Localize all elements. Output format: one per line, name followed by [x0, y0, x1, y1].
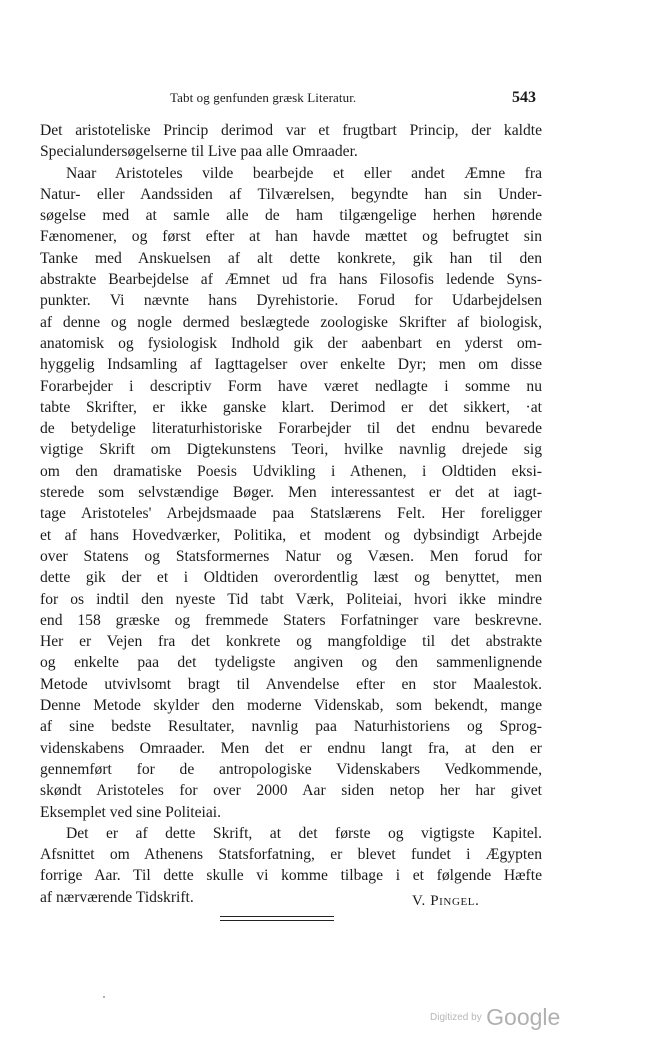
running-header-title: Tabt og genfunden græsk Literatur.	[170, 90, 357, 105]
text-line: Natur- eller Aandssiden af Tilværelsen, begyndte han sin Under-	[40, 185, 542, 203]
text-line: end 158 græske og fremmede Staters Forfatninger vare beskrevne.	[40, 611, 542, 629]
text-line: og enkelte paa det tydeligste angiven og den sammenlignende	[40, 654, 542, 672]
page-number: 543	[512, 89, 536, 106]
text-line: af sine bedste Resultater, navnlig paa Naturhistoriens og Sprog-	[40, 718, 542, 736]
text-line: dette gik der et i Oldtiden overordentlig læst og benyttet, men	[40, 569, 542, 587]
text-line: Forarbejder i descriptiv Form have været nedlagte i somme nu	[40, 377, 542, 395]
digitization-watermark	[430, 1004, 560, 1031]
section-divider	[220, 916, 334, 917]
text-line: tabte Skrifter, er ikke ganske klart. Derimod er det sikkert, ·at	[40, 398, 542, 416]
text-line: Metode utvivlsomt bragt til Anvendelse efter en stor Maalestok.	[40, 675, 542, 693]
text-line: anatomisk og fysiologisk Indhold gik der aabenbart en yderst om-	[40, 334, 542, 352]
text-line: Her er Vejen fra det konkrete og mangfoldige til det abstrakte	[40, 633, 542, 651]
text-line: abstrakte Bearbejdelse af Æmnet ud fra hans Filosofis ledende Syns-	[40, 271, 542, 289]
text-line: Det aristoteliske Princip derimod var et frugtbart Princip, der kaldte	[40, 122, 542, 139]
text-line: over Statens og Statsformernes Natur og Væsen. Men forud for	[40, 547, 542, 565]
text-line: Denne Metode skylder den moderne Videnskab, som bekendt, mange	[40, 697, 542, 715]
text-line: sterede som selvstændige Bøger. Men interessantest er det at iagt-	[40, 484, 542, 502]
section-divider	[220, 920, 334, 921]
text-line: Eksemplet ved sine Politeiai.	[40, 803, 222, 821]
watermark-prefix: Digitized by	[430, 1012, 482, 1023]
text-line: tage Aristoteles' Arbejdsmaade paa Statslærens Felt. Her foreligger	[40, 505, 542, 523]
author-signature: V. Pingel.	[412, 893, 480, 909]
text-line: Naar Aristoteles vilde bearbejde et eller andet Æmne fra	[66, 164, 542, 182]
text-line: Fænomener, og først efter at han havde mættet og befrugtet sin	[40, 228, 542, 246]
text-line: hyggelig Indsamling af Iagttagelser over enkelte Dyr; men om disse	[40, 356, 542, 374]
text-line: søgelse med at samle alle de ham tilgængelige herhen hørende	[40, 207, 542, 225]
text-line: et af hans Hovedværker, Politika, et modent og dybsindigt Arbejde	[40, 526, 542, 544]
text-line: forrige Aar. Til dette skulle vi komme tilbage i et følgende Hæfte	[40, 867, 542, 885]
text-line: de betydelige literaturhistoriske Forarbejder til det endnu bevarede	[40, 420, 542, 438]
text-line: for os indtil den nyeste Tid tabt Værk, Politeiai, hvori ikke mindre	[40, 590, 542, 608]
page-speck	[103, 996, 105, 998]
body-text	[40, 120, 542, 908]
text-line: Det er af dette Skrift, at det første og vigtigste Kapitel.	[66, 824, 542, 842]
text-line: punkter. Vi nævnte hans Dyrehistorie. Forud for Udarbejdelsen	[40, 292, 542, 310]
text-line: af nærværende Tidskrift.	[40, 888, 194, 906]
text-line: Tanke med Anskuelsen af alt dette konkrete, gik han til den	[40, 249, 542, 267]
text-line: Afsnittet om Athenens Statsforfatning, er blevet fundet i Ægypten	[40, 846, 542, 864]
text-line: vigtige Skrift om Digtekunstens Teori, hvilke navnlig drejede sig	[40, 441, 542, 459]
text-line: skøndt Aristoteles for over 2000 Aar siden netop her har givet	[40, 782, 542, 800]
text-line: om den dramatiske Poesis Udvikling i Athenen, i Oldtiden eksi-	[40, 462, 542, 480]
google-logo: Google	[486, 1004, 561, 1030]
text-line: Specialundersøgelserne til Live paa alle Omraader.	[40, 143, 358, 161]
text-line: af denne og nogle dermed beslægtede zoologiske Skrifter af biologisk,	[40, 313, 542, 331]
text-line: gennemført for de antropologiske Videnskabers Vedkommende,	[40, 760, 542, 778]
text-line: videnskabens Omraader. Men det er endnu langt fra, at den er	[40, 739, 542, 757]
